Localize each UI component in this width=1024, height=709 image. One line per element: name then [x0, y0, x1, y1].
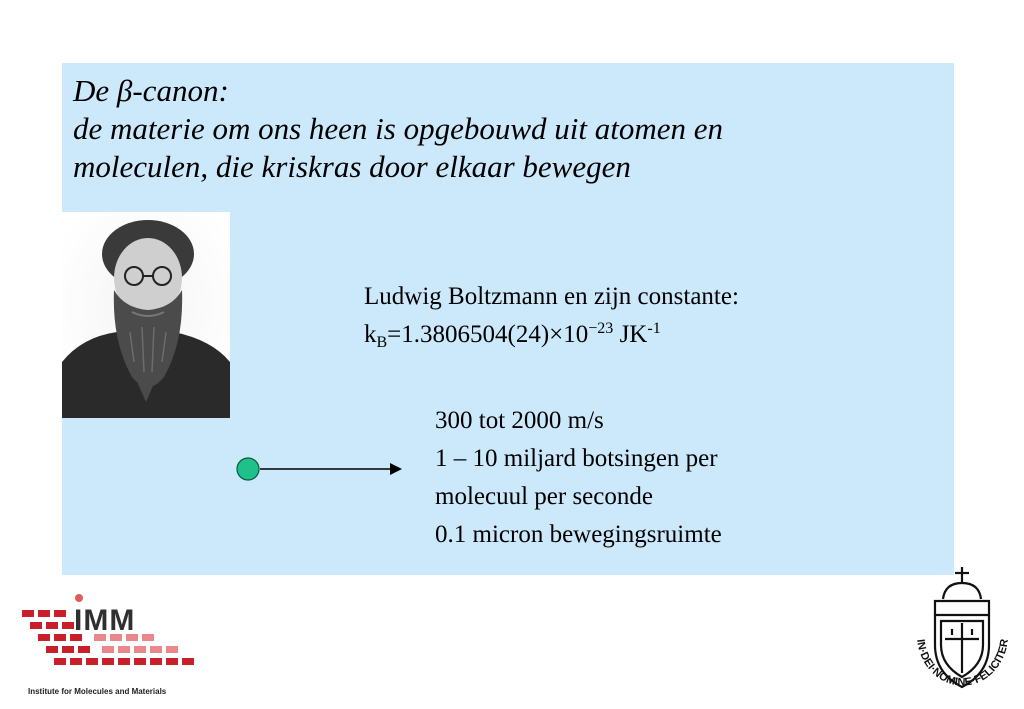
seal-shield-icon	[935, 567, 989, 687]
seal-motto: IN·DEI·NOMINE·FELICITER	[914, 638, 1011, 689]
title-line	[73, 72, 943, 110]
boltzmann-constant	[364, 313, 739, 359]
subtitle-line-2: moleculen, die kriskras door elkaar bewegen	[73, 149, 631, 184]
k-symbol: k	[364, 321, 377, 348]
constant-unit: JK	[613, 321, 648, 348]
title-prefix: De	[73, 73, 117, 108]
imm-name: IMM	[74, 604, 136, 637]
boltzmann-portrait	[62, 212, 230, 418]
constant-exponent: −23	[588, 320, 614, 337]
fact-item: 1 – 10 miljard botsingen per	[435, 445, 718, 472]
title-suffix: -canon:	[132, 73, 229, 108]
fact-item: 300 tot 2000 m/s	[435, 407, 604, 434]
imm-caption: Institute for Molecules and Materials	[28, 687, 167, 696]
arrowhead-icon	[390, 463, 402, 475]
subtitle-line-1: de materie om ons heen is opgebouwd uit atomen en	[73, 111, 724, 146]
fact-item: molecuul per seconde	[435, 483, 653, 510]
k-subscript: B	[376, 334, 388, 351]
slide-title	[73, 72, 943, 186]
radboud-seal	[905, 565, 1020, 707]
unit-exponent: -1	[647, 320, 661, 337]
molecule-arrow-diagram	[232, 452, 412, 486]
boltzmann-line: Ludwig Boltzmann en zijn constante:	[364, 283, 739, 310]
beta-symbol: β	[116, 73, 133, 108]
facts-list	[435, 402, 722, 554]
boltzmann-text	[364, 281, 739, 359]
fact-item: 0.1 micron bewegingsruimte	[435, 521, 722, 548]
portrait-image	[62, 212, 230, 418]
molecule-circle-icon	[237, 458, 259, 480]
constant-value: =1.3806504(24)×10	[387, 321, 589, 348]
